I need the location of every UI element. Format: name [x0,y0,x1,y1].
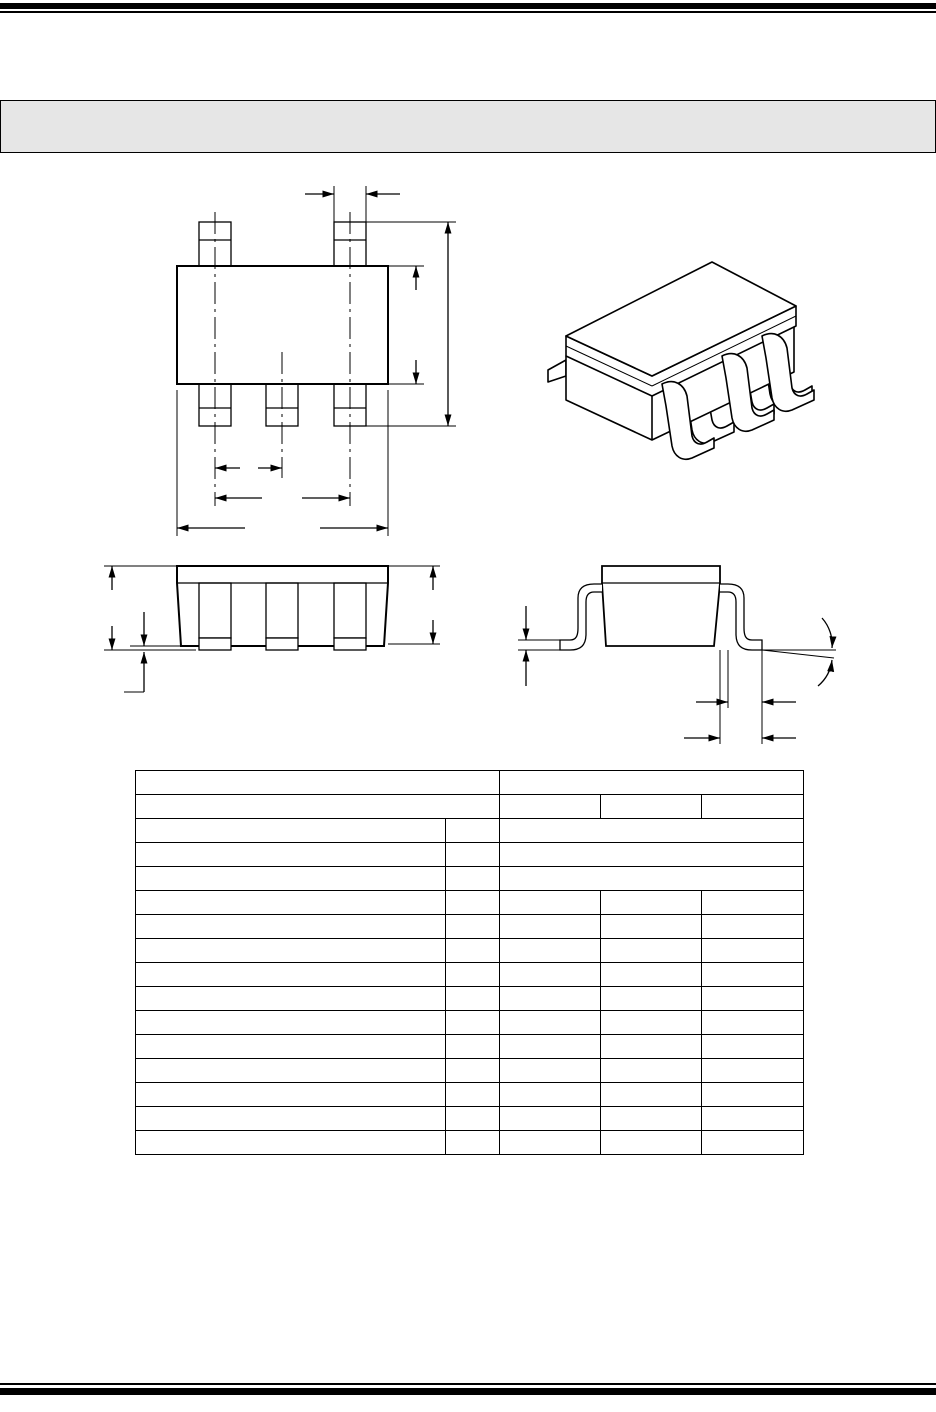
table-row [136,1011,804,1035]
table-row [136,987,804,1011]
table-cell [702,915,804,939]
table-cell [601,1131,702,1155]
table-cell [136,1035,446,1059]
table-cell [601,795,702,819]
table-row [136,1035,804,1059]
table-cell [500,915,601,939]
table-cell [601,1107,702,1131]
table-cell [702,1083,804,1107]
table-cell [702,891,804,915]
table-cell [500,963,601,987]
table-cell [500,891,601,915]
table-row [136,1107,804,1131]
table-cell [601,1035,702,1059]
table-cell [136,867,446,891]
dimension-table [135,770,804,1155]
table-row [136,963,804,987]
table-cell [500,987,601,1011]
end-view-body [602,566,720,646]
table-cell [601,1083,702,1107]
table-cell [136,1011,446,1035]
table-cell [702,1059,804,1083]
table-cell [136,915,446,939]
table-row [136,843,804,867]
table-cell [500,1107,601,1131]
table-cell [136,843,446,867]
table-row [136,939,804,963]
table-cell [500,1059,601,1083]
table-cell [500,1083,601,1107]
table-cell [136,1083,446,1107]
table-cell [500,1035,601,1059]
table-cell [446,939,500,963]
table-cell [136,795,500,819]
table-cell [601,915,702,939]
table-cell [601,939,702,963]
table-cell [136,963,446,987]
table-cell [446,1131,500,1155]
table-cell [136,771,500,795]
table-cell [446,915,500,939]
table-cell [702,1131,804,1155]
table-cell [446,1107,500,1131]
table-cell [500,819,804,843]
table-cell [446,1035,500,1059]
table-cell [446,843,500,867]
table-cell [500,771,804,795]
table-cell [500,843,804,867]
table-row [136,915,804,939]
table-cell [446,1083,500,1107]
table-cell [136,819,446,843]
table-cell [136,891,446,915]
end-view [518,566,836,744]
side-view [104,566,440,692]
table-row [136,1131,804,1155]
table-cell [601,891,702,915]
table-cell [446,963,500,987]
table-row [136,891,804,915]
table-cell [446,819,500,843]
table-cell [446,867,500,891]
table-row [136,771,804,795]
table-row [136,1059,804,1083]
table-cell [136,1131,446,1155]
table-cell [500,867,804,891]
top-view [177,186,456,536]
side-view-body [177,566,388,646]
table-cell [500,1011,601,1035]
table-cell [446,1059,500,1083]
table-cell [702,963,804,987]
table-cell [702,1107,804,1131]
table-cell [136,1059,446,1083]
table-cell [601,1059,702,1083]
table-cell [601,963,702,987]
table-cell [500,939,601,963]
table-row [136,819,804,843]
footer-rule-thin [0,1383,936,1385]
table-cell [601,1011,702,1035]
table-cell [702,939,804,963]
table-cell [446,891,500,915]
table-cell [500,1131,601,1155]
table-cell [702,795,804,819]
table-row [136,1083,804,1107]
table-cell [702,1035,804,1059]
table-cell [446,987,500,1011]
table-cell [500,795,601,819]
footer-rule-thick [0,1388,936,1395]
table-cell [702,1011,804,1035]
table-cell [702,987,804,1011]
table-row [136,867,804,891]
table-cell [601,987,702,1011]
table-cell [446,1011,500,1035]
table-row [136,795,804,819]
table-cell [136,1107,446,1131]
table-cell [136,939,446,963]
table-cell [136,987,446,1011]
isometric-view [548,262,814,459]
